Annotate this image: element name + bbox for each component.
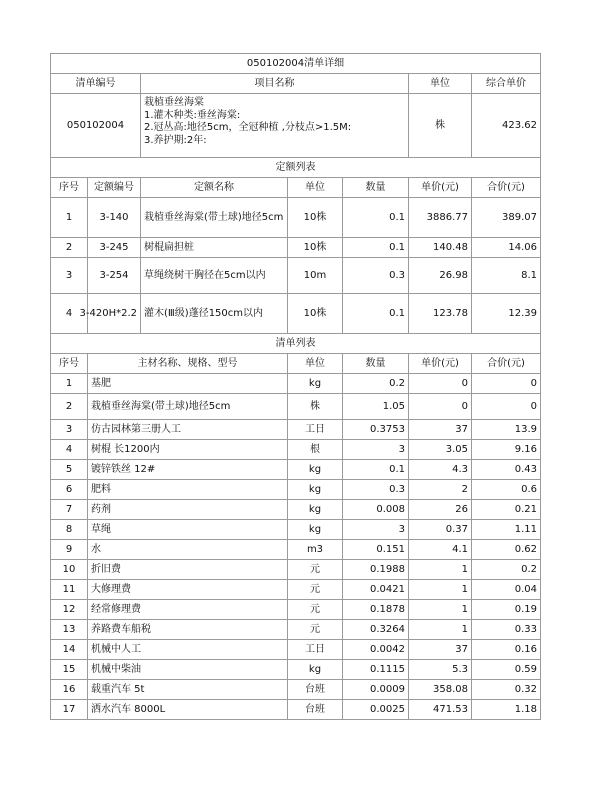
material-cell: 0.3 (343, 480, 409, 500)
item-desc-line: 栽植垂丝海棠 (144, 97, 204, 108)
code-header: 清单编号 (51, 74, 141, 94)
material-cell: 0.0009 (343, 680, 409, 700)
quota-cell: 26.98 (409, 258, 472, 294)
material-row (51, 374, 541, 394)
material-cell: 1 (51, 374, 88, 394)
item-description (141, 94, 409, 158)
quota-cell: 0.3 (343, 258, 409, 294)
material-cell: 仿古园林第三册人工 (88, 420, 288, 440)
material-cell: 元 (288, 600, 343, 620)
item-desc-line: 3.养护期:2年: (144, 134, 207, 146)
material-cell: 0.33 (472, 620, 541, 640)
boq-detail-table (50, 53, 541, 720)
material-cell: 13.9 (472, 420, 541, 440)
material-cell: 1 (409, 560, 472, 580)
material-cell: 基肥 (88, 374, 288, 394)
material-cell: 2 (51, 394, 88, 420)
material-cell: 1.11 (472, 520, 541, 540)
item-price: 423.62 (472, 94, 541, 158)
material-cell: 0.37 (409, 520, 472, 540)
material-cell: 9 (51, 540, 88, 560)
material-row (51, 480, 541, 500)
material-cell: 0.32 (472, 680, 541, 700)
material-cell: 0.3264 (343, 620, 409, 640)
material-cell: kg (288, 460, 343, 480)
item-code: 050102004 (51, 94, 141, 158)
material-cell: 1.05 (343, 394, 409, 420)
material-row (51, 520, 541, 540)
material-cell: 根 (288, 440, 343, 460)
material-cell: 5 (51, 460, 88, 480)
material-row (51, 600, 541, 620)
material-cell: 0.62 (472, 540, 541, 560)
quota-cell: 3-245 (88, 238, 141, 258)
quota-header-cell: 序号 (51, 178, 88, 198)
quota-cell: 3-254 (88, 258, 141, 294)
material-cell: 0.1 (343, 460, 409, 480)
quota-cell: 3886.77 (409, 198, 472, 238)
material-row (51, 500, 541, 520)
quota-cell: 栽植垂丝海棠(带土球)地径5cm (141, 198, 288, 238)
quota-cell: 3 (51, 258, 88, 294)
material-cell: 0.1878 (343, 600, 409, 620)
material-cell: 15 (51, 660, 88, 680)
quota-header-cell: 定额编号 (88, 178, 141, 198)
material-cell: 0.6 (472, 480, 541, 500)
material-cell: 5.3 (409, 660, 472, 680)
quota-row (51, 258, 541, 294)
material-cell: 0.43 (472, 460, 541, 480)
quota-section-title: 定额列表 (51, 158, 541, 178)
material-cell: 肥料 (88, 480, 288, 500)
material-cell: 2 (409, 480, 472, 500)
material-cell: 0.59 (472, 660, 541, 680)
material-row (51, 660, 541, 680)
material-row (51, 440, 541, 460)
quota-cell: 10株 (288, 198, 343, 238)
material-cell: 元 (288, 560, 343, 580)
material-cell: 工日 (288, 640, 343, 660)
quota-header-cell: 单价(元) (409, 178, 472, 198)
material-cell: m3 (288, 540, 343, 560)
material-cell: 1 (409, 620, 472, 640)
material-cell: 14 (51, 640, 88, 660)
material-row (51, 680, 541, 700)
quota-cell: 0.1 (343, 238, 409, 258)
material-header-cell: 序号 (51, 354, 88, 374)
quota-cell: 140.48 (409, 238, 472, 258)
material-cell: 机械中人工 (88, 640, 288, 660)
material-cell: 3 (343, 440, 409, 460)
material-header-cell: 主材名称、规格、型号 (88, 354, 288, 374)
material-cell: 0.0042 (343, 640, 409, 660)
material-cell: 4 (51, 440, 88, 460)
material-cell: 0.21 (472, 500, 541, 520)
material-cell: 0.04 (472, 580, 541, 600)
quota-cell: 14.06 (472, 238, 541, 258)
material-cell: 12 (51, 600, 88, 620)
material-row (51, 560, 541, 580)
material-cell: 1 (409, 600, 472, 620)
material-cell: kg (288, 480, 343, 500)
material-cell: 6 (51, 480, 88, 500)
material-cell: 载重汽车 5t (88, 680, 288, 700)
material-cell: 0.3753 (343, 420, 409, 440)
material-cell: 7 (51, 500, 88, 520)
quota-cell: 0.1 (343, 294, 409, 334)
material-cell: 3 (343, 520, 409, 540)
material-header-cell: 单价(元) (409, 354, 472, 374)
material-row (51, 580, 541, 600)
material-cell: 0.151 (343, 540, 409, 560)
material-row (51, 460, 541, 480)
material-cell: 0.16 (472, 640, 541, 660)
quota-header-cell: 单位 (288, 178, 343, 198)
material-cell: 元 (288, 580, 343, 600)
table-title: 050102004清单详细 (51, 54, 541, 74)
material-cell: 元 (288, 620, 343, 640)
material-cell: 0 (409, 374, 472, 394)
material-row (51, 620, 541, 640)
quota-cell: 10m (288, 258, 343, 294)
material-cell: 经常修理费 (88, 600, 288, 620)
material-row (51, 420, 541, 440)
quota-row (51, 294, 541, 334)
material-cell: 358.08 (409, 680, 472, 700)
material-cell: 水 (88, 540, 288, 560)
material-cell: 8 (51, 520, 88, 540)
material-row (51, 640, 541, 660)
material-cell: 洒水汽车 8000L (88, 700, 288, 720)
material-cell: 9.16 (472, 440, 541, 460)
material-cell: 大修理费 (88, 580, 288, 600)
material-header-cell: 数量 (343, 354, 409, 374)
quota-cell: 3-140 (88, 198, 141, 238)
material-cell: 0.2 (343, 374, 409, 394)
material-cell: 4.1 (409, 540, 472, 560)
quota-cell: 4 (51, 294, 88, 334)
quota-cell: 12.39 (472, 294, 541, 334)
quota-cell: 2 (51, 238, 88, 258)
material-row (51, 540, 541, 560)
quota-cell: 3-420H*2.2 (88, 294, 141, 334)
quota-row (51, 238, 541, 258)
price-header: 综合单价 (472, 74, 541, 94)
name-header: 项目名称 (141, 74, 409, 94)
material-cell: 11 (51, 580, 88, 600)
material-cell: 0 (409, 394, 472, 420)
quota-cell: 10株 (288, 238, 343, 258)
material-cell: 0.1115 (343, 660, 409, 680)
material-cell: 1.18 (472, 700, 541, 720)
material-cell: 镀锌铁丝 12# (88, 460, 288, 480)
material-cell: 3 (51, 420, 88, 440)
quota-cell: 10株 (288, 294, 343, 334)
material-cell: 0.0025 (343, 700, 409, 720)
quota-header-cell: 合价(元) (472, 178, 541, 198)
material-cell: 3.05 (409, 440, 472, 460)
material-cell: 药剂 (88, 500, 288, 520)
material-cell: 0.2 (472, 560, 541, 580)
material-cell: kg (288, 374, 343, 394)
material-cell: 17 (51, 700, 88, 720)
material-cell: 株 (288, 394, 343, 420)
quota-cell: 8.1 (472, 258, 541, 294)
quota-cell: 树棍扁担桩 (141, 238, 288, 258)
material-row (51, 394, 541, 420)
material-cell: 台班 (288, 700, 343, 720)
item-unit: 株 (409, 94, 472, 158)
material-header-cell: 单位 (288, 354, 343, 374)
material-cell: 0 (472, 374, 541, 394)
material-cell: 37 (409, 420, 472, 440)
unit-header: 单位 (409, 74, 472, 94)
material-cell: 16 (51, 680, 88, 700)
quota-cell: 草绳绕树干胸径在5cm以内 (141, 258, 288, 294)
material-cell: 养路费车船税 (88, 620, 288, 640)
material-cell: 471.53 (409, 700, 472, 720)
quota-cell: 0.1 (343, 198, 409, 238)
material-cell: 工日 (288, 420, 343, 440)
material-cell: 0.008 (343, 500, 409, 520)
material-cell: 0.19 (472, 600, 541, 620)
quota-cell: 1 (51, 198, 88, 238)
quota-header-cell: 定额名称 (141, 178, 288, 198)
quota-cell: 389.07 (472, 198, 541, 238)
material-cell: 13 (51, 620, 88, 640)
material-cell: kg (288, 500, 343, 520)
quota-cell: 灌木(Ⅲ级)蓬径150cm以内 (141, 294, 288, 334)
material-header-cell: 合价(元) (472, 354, 541, 374)
material-cell: 折旧费 (88, 560, 288, 580)
quota-cell: 123.78 (409, 294, 472, 334)
material-section-title: 清单列表 (51, 334, 541, 354)
material-cell: 台班 (288, 680, 343, 700)
material-cell: kg (288, 520, 343, 540)
material-cell: 37 (409, 640, 472, 660)
material-cell: 4.3 (409, 460, 472, 480)
material-row (51, 700, 541, 720)
material-cell: 0.0421 (343, 580, 409, 600)
material-cell: 1 (409, 580, 472, 600)
material-cell: 栽植垂丝海棠(带土球)地径5cm (88, 394, 288, 420)
quota-row (51, 198, 541, 238)
material-cell: 10 (51, 560, 88, 580)
item-desc-line: 1.灌木种类:垂丝海棠: (144, 109, 241, 121)
material-cell: 0 (472, 394, 541, 420)
material-cell: 26 (409, 500, 472, 520)
material-cell: kg (288, 660, 343, 680)
material-cell: 树棍 长1200内 (88, 440, 288, 460)
quota-header-cell: 数量 (343, 178, 409, 198)
item-desc-line: 2.冠丛高:地径5cm，全冠种植 ,分枝点>1.5M: (144, 122, 352, 133)
material-cell: 机械中柴油 (88, 660, 288, 680)
material-cell: 0.1988 (343, 560, 409, 580)
material-cell: 草绳 (88, 520, 288, 540)
